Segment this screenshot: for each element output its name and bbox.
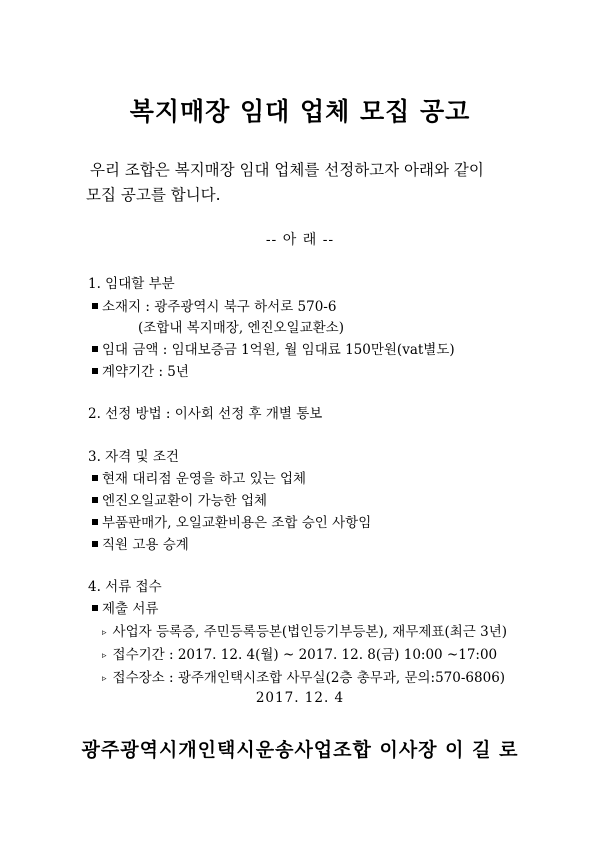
- sub-item-text: 접수기간 : 2017. 12. 4(월) ~ 2017. 12. 8(금) 10:00 ~17:00: [112, 647, 498, 663]
- list-item-text: 부품판매가, 오일교환비용은 조합 승인 사항임: [102, 515, 372, 531]
- document-title: 복지매장 임대 업체 모집 공고: [129, 97, 471, 126]
- list-item-text: 엔진오일교환이 가능한 업체: [102, 493, 268, 509]
- notice-heading: -- 아 래 --: [265, 232, 335, 248]
- sub-item-text: 접수장소 : 광주개인택시조합 사무실(2층 총무과, 문의:570-6806): [112, 670, 506, 686]
- list-item: [92, 360, 189, 380]
- signature-line: 광주광역시개인택시운송사업조합 이사장 이 길 로: [81, 739, 519, 761]
- list-item: [92, 511, 371, 531]
- list-item-text: 현재 대리점 운영을 하고 있는 업체: [102, 471, 307, 487]
- triangle-bullet-icon: ▹: [102, 651, 107, 661]
- square-bullet-icon: [92, 368, 98, 374]
- sub-item: [102, 666, 505, 686]
- list-item-text: 직원 고용 승계: [102, 537, 189, 553]
- sub-item: [102, 620, 507, 640]
- section-heading: 3. 자격 및 조건: [88, 449, 179, 465]
- triangle-bullet-icon: ▹: [102, 674, 107, 684]
- section-heading: 4. 서류 접수: [88, 579, 162, 595]
- list-item: [92, 467, 306, 487]
- sub-item: [102, 643, 497, 663]
- list-item: [92, 597, 158, 617]
- list-item: [92, 338, 455, 358]
- list-item-text: 계약기간 : 5년: [102, 364, 189, 380]
- list-item: [92, 533, 189, 553]
- intro-line-2: 모집 공고를 합니다.: [86, 186, 221, 204]
- section-heading: 2. 선정 방법 : 이사회 선정 후 개별 통보: [88, 406, 323, 422]
- list-item: [92, 295, 336, 315]
- sub-item-text: 사업자 등록증, 주민등록등본(법인등기부등본), 재무제표(최근 3년): [112, 624, 508, 640]
- list-item-text: 임대 금액 : 임대보증금 1억원, 월 임대료 150만원(vat별도): [102, 342, 455, 358]
- square-bullet-icon: [92, 497, 98, 503]
- section-heading: 1. 임대할 부분: [88, 276, 175, 292]
- list-item-text: 제출 서류: [102, 601, 159, 617]
- list-item-continuation: (조합내 복지매장, 엔진오일교환소): [138, 320, 344, 336]
- square-bullet-icon: [92, 475, 98, 481]
- square-bullet-icon: [92, 303, 98, 309]
- intro-line-1: 우리 조합은 복지매장 임대 업체를 선정하고자 아래와 같이: [90, 161, 484, 179]
- document-date: 2017. 12. 4: [255, 690, 345, 706]
- square-bullet-icon: [92, 605, 98, 611]
- square-bullet-icon: [92, 519, 98, 525]
- triangle-bullet-icon: ▹: [102, 628, 107, 638]
- list-item-text: 소재지 : 광주광역시 북구 하서로 570-6: [102, 299, 337, 315]
- square-bullet-icon: [92, 346, 98, 352]
- list-item: [92, 489, 267, 509]
- square-bullet-icon: [92, 541, 98, 547]
